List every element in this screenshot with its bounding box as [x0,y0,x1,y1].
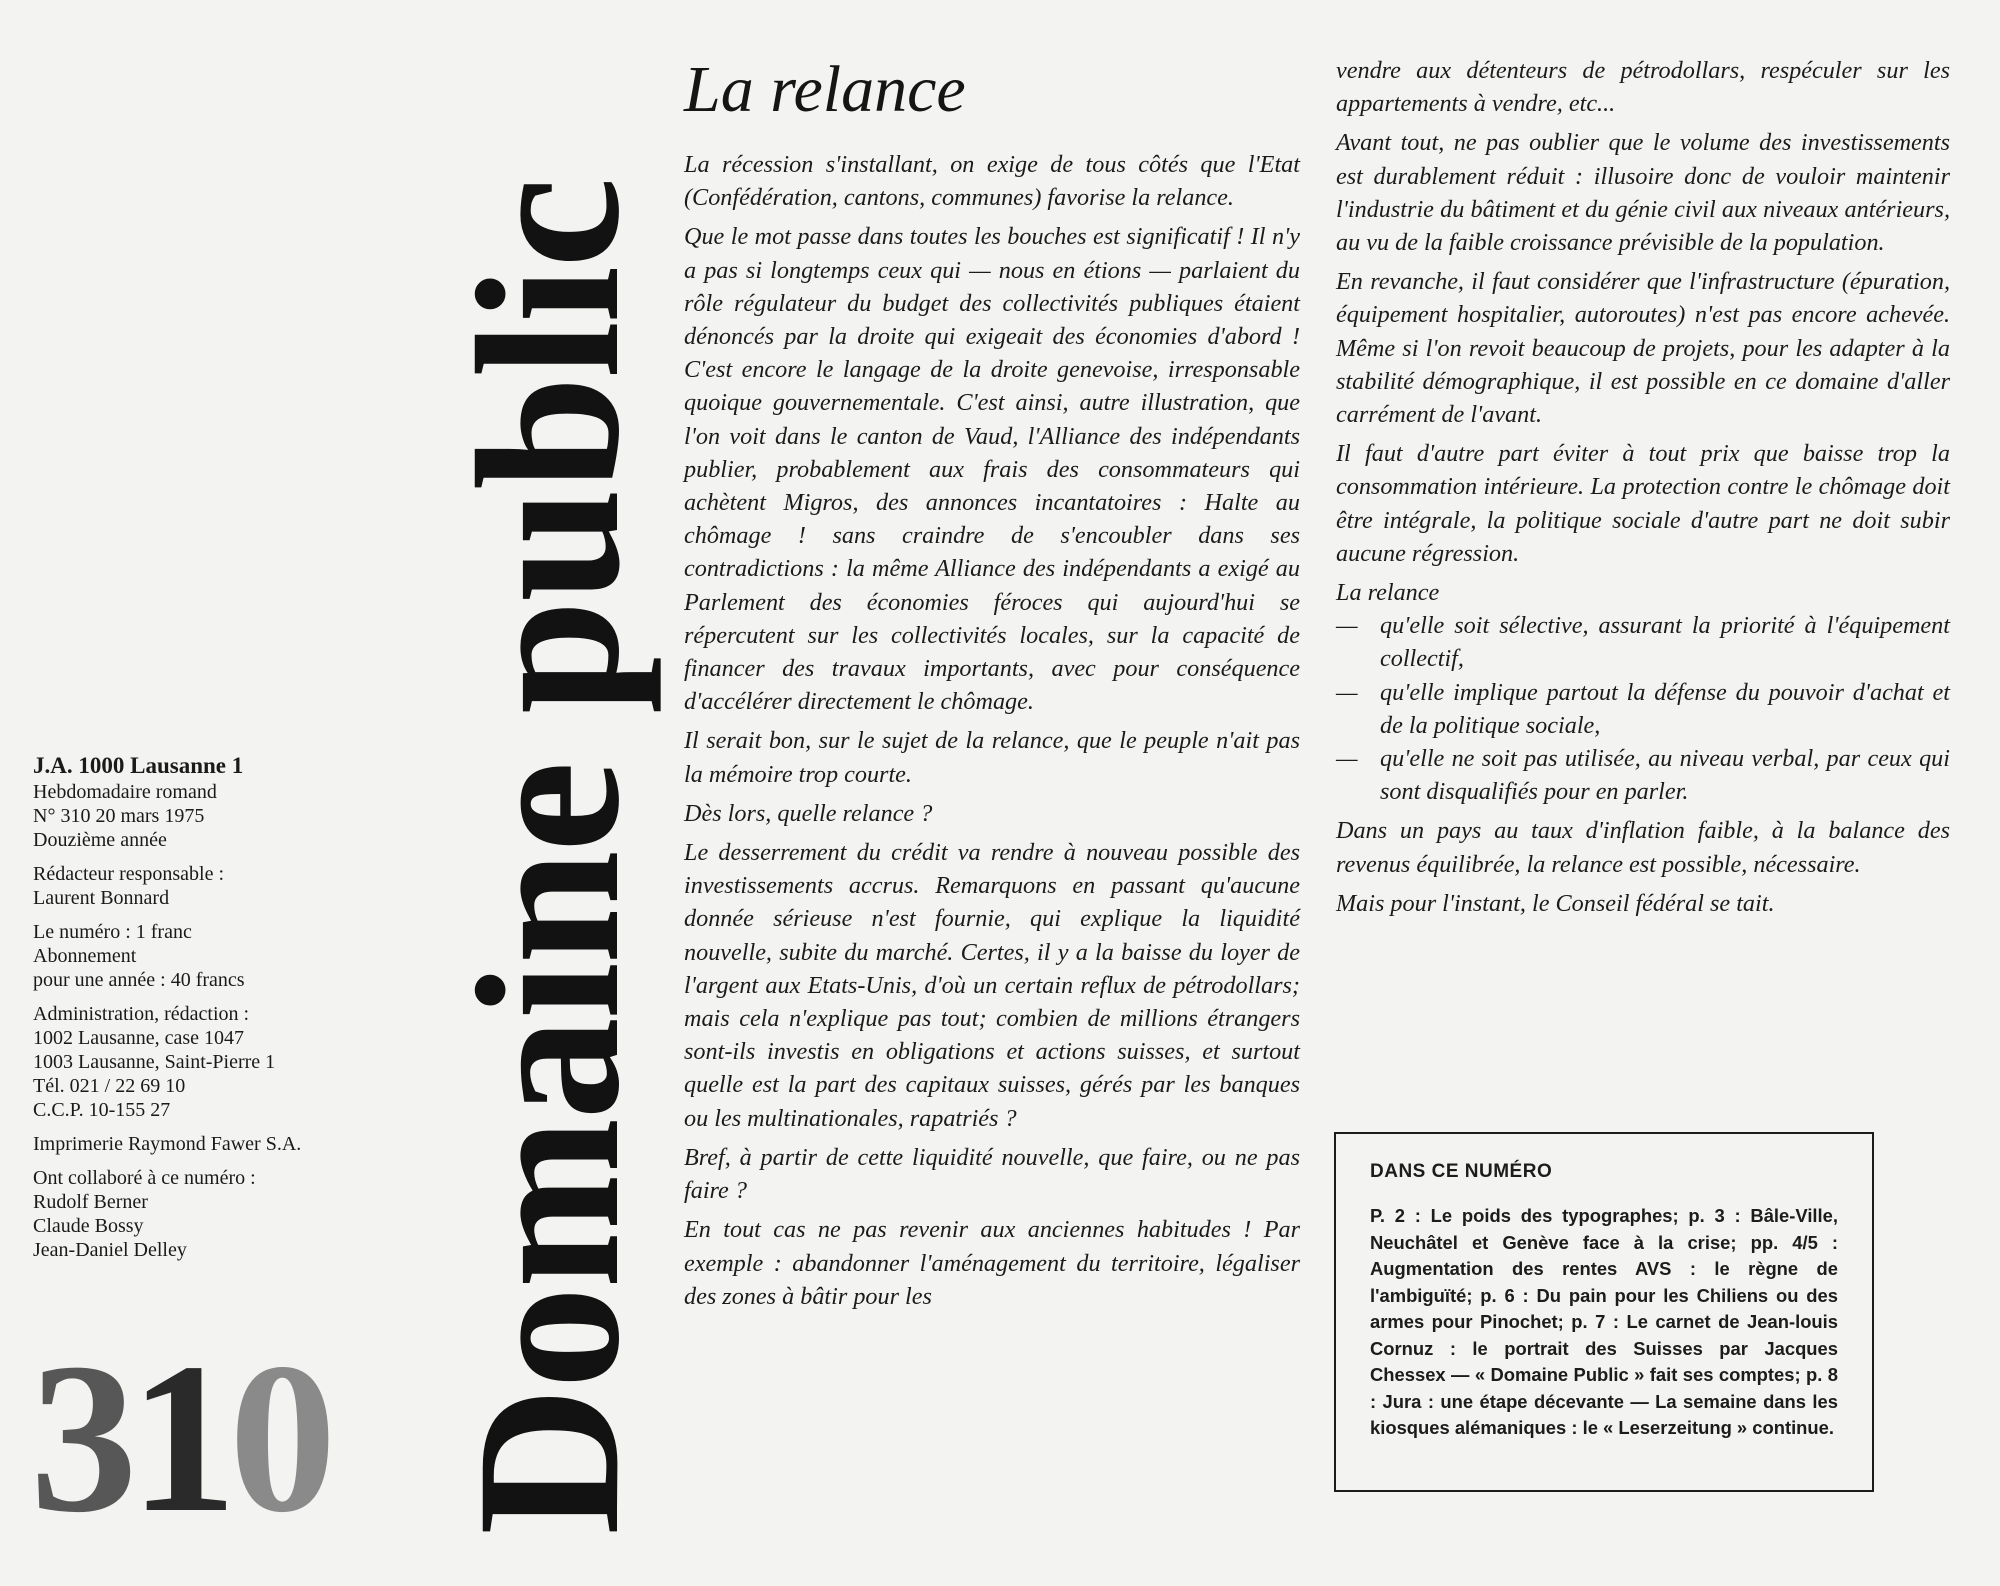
issue-digit: 3 [30,1318,130,1557]
publication-type: Hebdomadaire romand [33,781,217,803]
article-paragraph: La récession s'installant, on exige de tous côtés que l'Etat (Confédération, cantons, communes) favorise la relance. [684,151,1300,212]
dash-marker: — [1336,612,1358,640]
article-paragraph: Il faut d'autre part éviter à tout prix que baisse trop la consommation intérieure. La protection contre le chômage doit être intégrale, la politique sociale d'autre part ne doit subir aucune régression. [1336,440,1950,567]
contributor: Jean-Daniel Delley [33,1239,187,1261]
phone: Tél. 021 / 22 69 10 [33,1075,186,1097]
list-item [1336,742,1950,808]
subscription-price: pour une année : 40 francs [33,969,245,991]
article-title: La relance [684,53,966,126]
article-paragraph: Bref, à partir de cette liquidité nouvelle, que faire, ou ne pas faire ? [684,1143,1300,1205]
address-case: 1002 Lausanne, case 1047 [33,1027,245,1049]
dash-marker: — [1336,678,1358,706]
list-item-text: qu'elle ne soit pas utilisée, au niveau verbal, par ceux qui sont disqualifiés pour en parler. [1380,745,1950,806]
article-paragraph: vendre aux détenteurs de pétrodollars, respéculer sur les appartements à vendre, etc... [1336,57,1950,118]
list-item [1336,676,1950,742]
editor-label: Rédacteur responsable : [33,863,225,885]
issue-digit: 0 [229,1318,329,1557]
contributor: Rudolf Berner [33,1191,148,1213]
contents-box-text: P. 2 : Le poids des typographes; p. 3 : Bâle-Ville, Neuchâtel et Genève face à la crise; pp. 4/5 : Augmentation des rentes AVS : le règne de l'ambiguïté; p. 6 : Du pain pour les Chiliens ou des armes pour Pinochet; p. 7 : Le carnet de Jean-louis Cornuz : le portrait des Suisses par Jacques Chessex — « Domaine Public » fait ses comptes; p. 8 : Jura : une étape décevante — La semaine dans les kiosques alémaniques : le « Leserzeitung » continue. [1370,1205,1838,1438]
issue-number [30,1318,329,1557]
address-street: 1003 Lausanne, Saint-Pierre 1 [33,1051,276,1073]
subscription-label: Abonnement [33,945,137,967]
masthead-area [433,145,665,1535]
publication-year: Douzième année [33,829,167,851]
administration-label: Administration, rédaction : [33,1003,250,1025]
article-paragraph: En tout cas ne pas revenir aux anciennes habitudes ! Par exemple : abandonner l'aménagement du territoire, légaliser des zones à bâtir pour les [684,1216,1300,1310]
issue-digit: 1 [129,1318,229,1557]
list-item [1336,609,1950,675]
article-paragraph: Avant tout, ne pas oublier que le volume des investissements est durablement réduit : illusoire donc de vouloir maintenir l'industrie du bâtiment et du génie civil aux niveaux antérieurs, au vu de la faible croissance prévisible de la population. [1336,129,1950,257]
editor-name: Laurent Bonnard [33,887,170,909]
publication-info [33,752,413,1272]
issue-date: N° 310 20 mars 1975 [33,805,205,827]
article-paragraph: Il serait bon, sur le sujet de la relance, que le peuple n'ait pas la mémoire trop courte. [684,727,1300,788]
contributors-label: Ont collaboré à ce numéro : [33,1167,256,1189]
article-paragraph: Que le mot passe dans toutes les bouches est significatif ! Il n'y a pas si longtemps ceux qui — nous en étions — parlaient du rôle régulateur du budget des collectivités publiques étaient dénoncés par la droite qui exigeait des économies d'abord ! C'est encore le langage de la droite genevoise, irresponsable quoique gouvernementale. C'est ainsi, autre illustration, que l'on voit dans le canton de Vaud, l'Alliance des indépendants publier, probablement aux frais des consommateurs qui achètent Migros, des annonces incantatoires : Halte au chômage ! sans craindre de s'encoubler dans ses contradictions : la même Alliance des indépendants a exigé au Parlement des économies féroces qui aujourd'hui se répercutent sur les collectivités locales, sur la capacité de financer des travaux importants, avec pour conséquence d'accélérer directement le chômage. [684,223,1300,716]
article-paragraph: En revanche, il faut considérer que l'infrastructure (épuration, équipement hospitalier, autoroutes) n'est pas encore achevée. Même si l'on revoit beaucoup de projets, pour les adapter à la stabilité démographique, il est possible en ce domaine d'aller carrément de l'avant. [1336,268,1950,429]
article-paragraph: Dès lors, quelle relance ? [684,799,933,827]
dash-marker: — [1336,745,1358,773]
article-column-1 [684,148,1300,1319]
article-paragraph: La relance [1336,579,1440,607]
postal-code: J.A. 1000 Lausanne 1 [33,753,244,778]
price-issue: Le numéro : 1 franc [33,921,192,943]
contributor: Claude Bossy [33,1215,144,1237]
article-paragraph: Le desserrement du crédit va rendre à nouveau possible des investissements accrus. Remarquons en passant qu'aucune donnée sérieuse n'est fournie, qui explique la liquidité nouvelle, subite du marché. Certes, il y a la baisse du loyer de l'argent aux Etats-Unis, d'où un certain reflux de pétrodollars; mais cela n'explique pas tout; combien de millions étrangers sont-ils investis en obligations et actions suisses, et surtout quelle est la part des capitaux suisses, gérés par les banques ou les multinationales, rapatriés ? [684,839,1300,1132]
article-column-2 [1336,54,1950,926]
postal-account: C.C.P. 10-155 27 [33,1099,171,1121]
list-item-text: qu'elle soit sélective, assurant la priorité à l'équipement collectif, [1380,612,1950,673]
relance-list [1336,609,1950,808]
list-item-text: qu'elle implique partout la défense du pouvoir d'achat et de la politique sociale, [1380,678,1950,739]
contents-box-title: DANS CE NUMÉRO [1370,1161,1553,1182]
contents-box [1334,1132,1874,1492]
masthead-title: Domaine public [435,179,662,1535]
printer: Imprimerie Raymond Fawer S.A. [33,1133,302,1155]
article-paragraph: Dans un pays au taux d'inflation faible, à la balance des revenus équilibrée, la relance est possible, nécessaire. [1336,817,1950,878]
article-paragraph: Mais pour l'instant, le Conseil fédéral se tait. [1336,889,1775,917]
